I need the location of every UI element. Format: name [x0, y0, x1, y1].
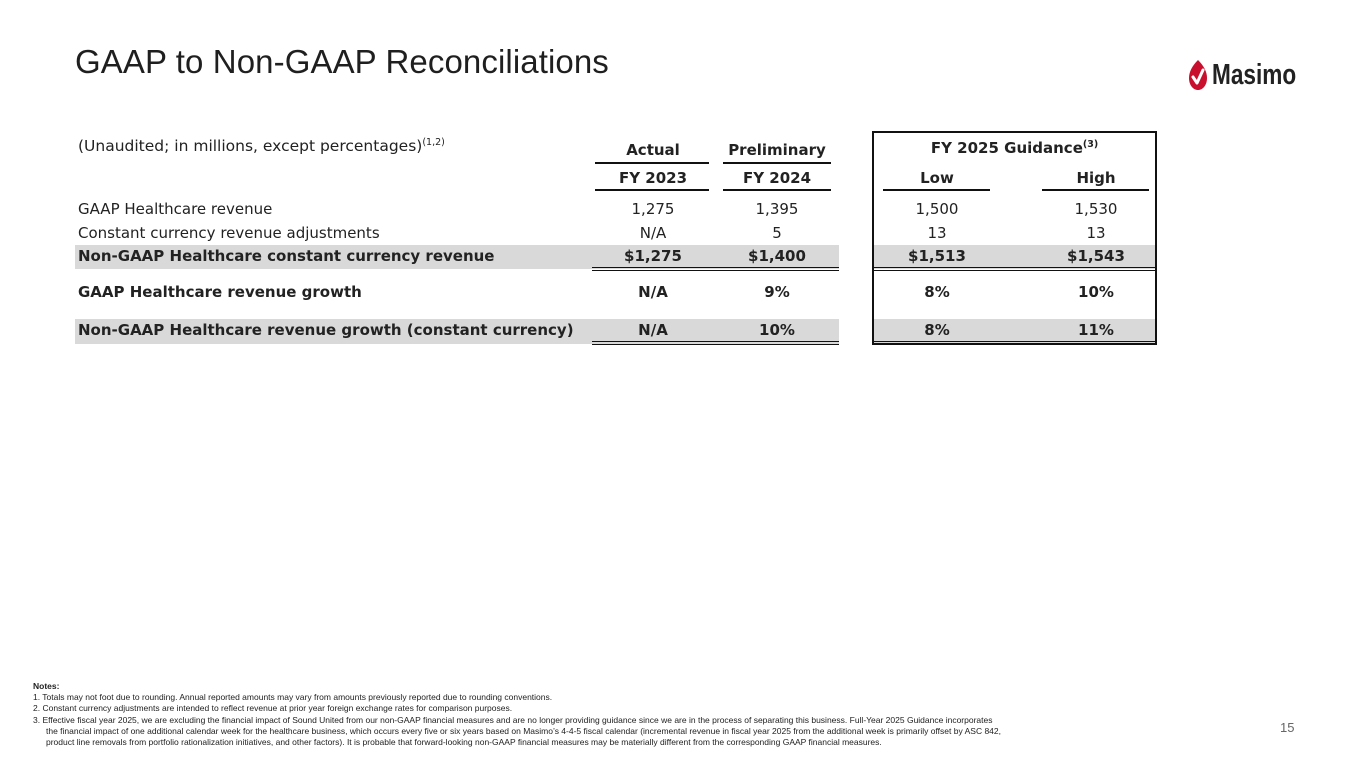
- header-preliminary: Preliminary: [728, 141, 826, 159]
- cell-fy2024: 1,395: [755, 200, 799, 218]
- notes-heading: Notes:: [33, 681, 60, 691]
- cell-low: 8%: [924, 321, 950, 339]
- masimo-logo-text: Masimo: [1212, 58, 1297, 91]
- row-label: Non-GAAP Healthcare revenue growth (constant currency): [78, 321, 574, 339]
- cell-low: $1,513: [908, 247, 966, 265]
- row-label: Non-GAAP Healthcare constant currency revenue: [78, 247, 495, 265]
- cell-low: 8%: [924, 283, 950, 301]
- header-guidance: FY 2025 Guidance$^{(3)}$: [930, 139, 1099, 157]
- col-low: Low: [920, 169, 954, 187]
- total-double-underline: [592, 267, 839, 271]
- col-low-underline: [883, 189, 990, 191]
- masimo-logo-mark-icon: [1188, 59, 1208, 91]
- cell-high: 1,530: [1074, 200, 1118, 218]
- cell-low: 1,500: [915, 200, 959, 218]
- shade-gap: [839, 245, 872, 269]
- note-2: 2. Constant currency adjustments are intended to reflect revenue at prior year foreign exchange rates for comparison purposes.: [33, 703, 513, 714]
- cell-fy2023: N/A: [638, 283, 668, 301]
- cell-fy2023: $1,275: [624, 247, 682, 265]
- growth-double-underline: [872, 341, 1157, 345]
- col-fy2024: FY 2024: [742, 169, 812, 187]
- note-3: 3. Effective fiscal year 2025, we are excluding the financial impact of Sound United from our non-GAAP financial measures and are no longer providing guidance since we are in the process of separating this business. Full-Year 2025 Guidance incorporates: [33, 714, 993, 725]
- header-preliminary-underline: [723, 162, 831, 164]
- cell-fy2023: N/A: [639, 224, 667, 242]
- masimo-logo: [1188, 58, 1320, 92]
- col-fy2023-underline: [595, 189, 709, 191]
- reconciliation-table: [75, 128, 1165, 350]
- row-label: GAAP Healthcare revenue growth: [78, 283, 362, 301]
- col-high-underline: [1042, 189, 1149, 191]
- col-fy2023: FY 2023: [618, 169, 688, 187]
- cell-high: 13: [1086, 224, 1106, 242]
- cell-low: 13: [927, 224, 947, 242]
- row-label: GAAP Healthcare revenue: [78, 200, 273, 218]
- cell-fy2023: 1,275: [631, 200, 675, 218]
- shade-gap: [839, 319, 872, 344]
- table-caption: (Unaudited; in millions, except percentages)$^{(1,2)}$: [78, 137, 445, 156]
- footnotes: [33, 681, 1193, 748]
- cell-high: 11%: [1078, 321, 1114, 339]
- page-title: GAAP to Non-GAAP Reconciliations: [75, 43, 609, 80]
- header-actual: Actual: [626, 141, 680, 159]
- cell-fy2024: 10%: [759, 321, 795, 339]
- col-fy2024-underline: [723, 189, 831, 191]
- note-3-continued: product line removals from portfolio rationalization initiatives, and other factors). It is probable that forward-looking non-GAAP financial measures may be materially different from the corresponding GAAP financial measures.: [46, 737, 882, 748]
- growth-double-underline: [592, 341, 839, 345]
- cell-fy2024: $1,400: [748, 247, 806, 265]
- cell-high: 10%: [1078, 283, 1114, 301]
- cell-fy2024: 9%: [764, 283, 790, 301]
- cell-high: $1,543: [1067, 247, 1125, 265]
- row-label: Constant currency revenue adjustments: [78, 224, 380, 242]
- note-1: 1. Totals may not foot due to rounding. Annual reported amounts may vary from amounts previously reported due to rounding conventions.: [33, 692, 553, 703]
- page-number: 15: [1280, 720, 1295, 735]
- total-double-underline: [872, 267, 1155, 271]
- col-high: High: [1076, 169, 1116, 187]
- cell-fy2024: 5: [772, 224, 782, 242]
- header-actual-underline: [595, 162, 709, 164]
- note-3-continued: the financial impact of one additional calendar week for the healthcare business, which occurs every five or six years based on Masimo’s 4-4-5 fiscal calendar (incremental revenue in fiscal year 2025 from the additional week is primarily offset by ASC 842,: [46, 725, 1002, 736]
- cell-fy2023: N/A: [638, 321, 668, 339]
